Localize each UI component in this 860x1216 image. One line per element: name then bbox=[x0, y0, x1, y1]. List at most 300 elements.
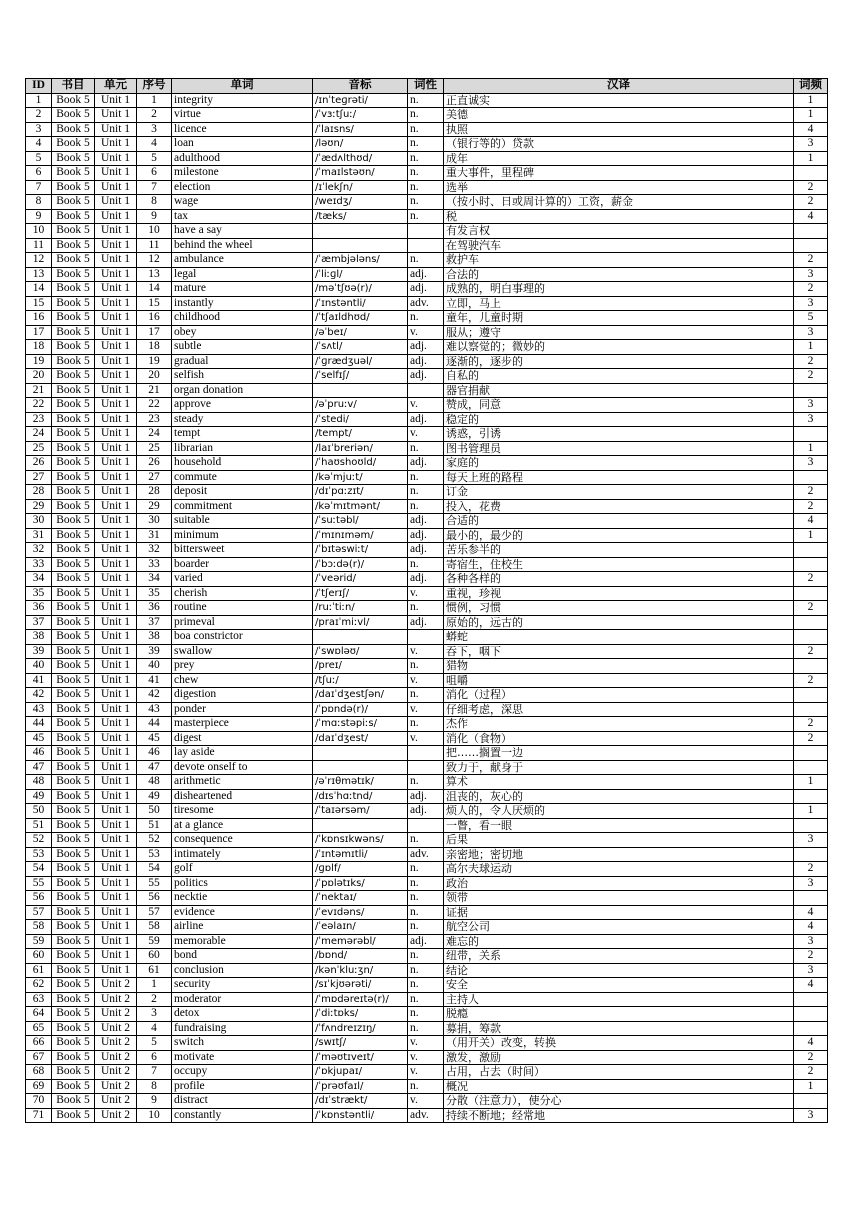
cell-part-of-speech: adv. bbox=[408, 1108, 444, 1123]
cell-translation: 安全 bbox=[444, 978, 794, 993]
cell-word: integrity bbox=[172, 93, 313, 108]
cell-phonetic: /kəˈmɪtmənt/ bbox=[313, 499, 408, 514]
cell-number: 3 bbox=[137, 122, 172, 137]
cell-phonetic: /ˈstedi/ bbox=[313, 412, 408, 427]
cell-id: 27 bbox=[26, 470, 52, 485]
cell-unit: Unit 1 bbox=[95, 238, 137, 253]
cell-part-of-speech: v. bbox=[408, 325, 444, 340]
table-row bbox=[26, 833, 828, 848]
cell-translation: 立即，马上 bbox=[444, 296, 794, 311]
table-row bbox=[26, 195, 828, 210]
cell-frequency bbox=[794, 789, 828, 804]
table-row bbox=[26, 209, 828, 224]
cell-number: 13 bbox=[137, 267, 172, 282]
cell-translation: 美德 bbox=[444, 108, 794, 123]
cell-frequency bbox=[794, 659, 828, 674]
cell-id: 14 bbox=[26, 282, 52, 297]
cell-book: Book 5 bbox=[52, 862, 95, 877]
cell-phonetic: /kəˈmjuːt/ bbox=[313, 470, 408, 485]
cell-book: Book 5 bbox=[52, 557, 95, 572]
cell-translation: 消化（食物） bbox=[444, 731, 794, 746]
cell-part-of-speech: adv. bbox=[408, 847, 444, 862]
cell-id: 7 bbox=[26, 180, 52, 195]
cell-book: Book 5 bbox=[52, 151, 95, 166]
cell-phonetic: /daɪˈdʒestʃən/ bbox=[313, 688, 408, 703]
cell-part-of-speech: n. bbox=[408, 659, 444, 674]
cell-unit: Unit 1 bbox=[95, 441, 137, 456]
cell-unit: Unit 1 bbox=[95, 934, 137, 949]
cell-unit: Unit 1 bbox=[95, 717, 137, 732]
header-part-of-speech: 词性 bbox=[408, 79, 444, 94]
cell-phonetic: /ˈɡrædʒuəl/ bbox=[313, 354, 408, 369]
table-row bbox=[26, 992, 828, 1007]
cell-number: 14 bbox=[137, 282, 172, 297]
cell-number: 37 bbox=[137, 615, 172, 630]
cell-book: Book 5 bbox=[52, 659, 95, 674]
cell-frequency: 4 bbox=[794, 905, 828, 920]
cell-word: ponder bbox=[172, 702, 313, 717]
table-row bbox=[26, 282, 828, 297]
cell-id: 2 bbox=[26, 108, 52, 123]
cell-book: Book 5 bbox=[52, 630, 95, 645]
cell-frequency: 2 bbox=[794, 862, 828, 877]
cell-book: Book 5 bbox=[52, 137, 95, 152]
table-row bbox=[26, 485, 828, 500]
cell-word: security bbox=[172, 978, 313, 993]
cell-part-of-speech: adj. bbox=[408, 282, 444, 297]
cell-book: Book 5 bbox=[52, 224, 95, 239]
cell-frequency: 1 bbox=[794, 775, 828, 790]
cell-word: cherish bbox=[172, 586, 313, 601]
cell-id: 37 bbox=[26, 615, 52, 630]
table-row bbox=[26, 108, 828, 123]
cell-translation: 家庭的 bbox=[444, 456, 794, 471]
cell-id: 70 bbox=[26, 1094, 52, 1109]
cell-number: 41 bbox=[137, 673, 172, 688]
table-row bbox=[26, 818, 828, 833]
cell-translation: 猎物 bbox=[444, 659, 794, 674]
cell-translation: 最小的，最少的 bbox=[444, 528, 794, 543]
cell-id: 34 bbox=[26, 572, 52, 587]
cell-number: 9 bbox=[137, 209, 172, 224]
cell-phonetic: /ˈliːɡl/ bbox=[313, 267, 408, 282]
cell-part-of-speech bbox=[408, 818, 444, 833]
cell-id: 43 bbox=[26, 702, 52, 717]
table-row bbox=[26, 427, 828, 442]
cell-translation: 后果 bbox=[444, 833, 794, 848]
cell-word: arithmetic bbox=[172, 775, 313, 790]
cell-id: 8 bbox=[26, 195, 52, 210]
cell-number: 16 bbox=[137, 311, 172, 326]
cell-translation: 订金 bbox=[444, 485, 794, 500]
cell-book: Book 5 bbox=[52, 934, 95, 949]
cell-word: digest bbox=[172, 731, 313, 746]
cell-word: lay aside bbox=[172, 746, 313, 761]
cell-id: 39 bbox=[26, 644, 52, 659]
cell-translation: 高尔夫球运动 bbox=[444, 862, 794, 877]
cell-id: 55 bbox=[26, 876, 52, 891]
cell-frequency: 1 bbox=[794, 804, 828, 819]
table-row bbox=[26, 253, 828, 268]
cell-number: 53 bbox=[137, 847, 172, 862]
cell-word: profile bbox=[172, 1079, 313, 1094]
table-row bbox=[26, 93, 828, 108]
cell-phonetic: /tʃuː/ bbox=[313, 673, 408, 688]
cell-part-of-speech: adj. bbox=[408, 412, 444, 427]
cell-book: Book 5 bbox=[52, 369, 95, 384]
cell-part-of-speech: adj. bbox=[408, 615, 444, 630]
table-row bbox=[26, 963, 828, 978]
cell-unit: Unit 1 bbox=[95, 949, 137, 964]
table-row bbox=[26, 238, 828, 253]
cell-unit: Unit 1 bbox=[95, 543, 137, 558]
table-row bbox=[26, 659, 828, 674]
cell-number: 29 bbox=[137, 499, 172, 514]
cell-word: boa constrictor bbox=[172, 630, 313, 645]
cell-unit: Unit 2 bbox=[95, 1036, 137, 1051]
table-row bbox=[26, 340, 828, 355]
cell-unit: Unit 1 bbox=[95, 253, 137, 268]
cell-phonetic: /ˈɒkjupaɪ/ bbox=[313, 1065, 408, 1080]
cell-word: at a glance bbox=[172, 818, 313, 833]
cell-translation: 结论 bbox=[444, 963, 794, 978]
cell-part-of-speech: n. bbox=[408, 717, 444, 732]
cell-word: constantly bbox=[172, 1108, 313, 1123]
cell-phonetic: /ˈveərid/ bbox=[313, 572, 408, 587]
cell-word: distract bbox=[172, 1094, 313, 1109]
cell-part-of-speech bbox=[408, 238, 444, 253]
cell-translation: 脱瘾 bbox=[444, 1007, 794, 1022]
cell-number: 5 bbox=[137, 1036, 172, 1051]
table-row bbox=[26, 441, 828, 456]
cell-word: moderator bbox=[172, 992, 313, 1007]
cell-frequency: 2 bbox=[794, 717, 828, 732]
cell-number: 27 bbox=[137, 470, 172, 485]
cell-frequency: 1 bbox=[794, 108, 828, 123]
table-row bbox=[26, 1079, 828, 1094]
cell-book: Book 5 bbox=[52, 1036, 95, 1051]
cell-word: licence bbox=[172, 122, 313, 137]
table-row bbox=[26, 456, 828, 471]
table-row bbox=[26, 789, 828, 804]
cell-frequency bbox=[794, 427, 828, 442]
cell-unit: Unit 2 bbox=[95, 1021, 137, 1036]
cell-unit: Unit 1 bbox=[95, 427, 137, 442]
cell-word: prey bbox=[172, 659, 313, 674]
cell-frequency: 4 bbox=[794, 209, 828, 224]
cell-word: switch bbox=[172, 1036, 313, 1051]
cell-word: varied bbox=[172, 572, 313, 587]
cell-phonetic bbox=[313, 383, 408, 398]
cell-book: Book 5 bbox=[52, 441, 95, 456]
cell-part-of-speech: n. bbox=[408, 688, 444, 703]
cell-translation: （银行等的）贷款 bbox=[444, 137, 794, 152]
cell-unit: Unit 1 bbox=[95, 601, 137, 616]
cell-phonetic: /ˈtʃaɪldhʊd/ bbox=[313, 311, 408, 326]
cell-unit: Unit 1 bbox=[95, 180, 137, 195]
table-row bbox=[26, 688, 828, 703]
cell-frequency: 1 bbox=[794, 93, 828, 108]
cell-frequency: 2 bbox=[794, 731, 828, 746]
cell-part-of-speech: n. bbox=[408, 151, 444, 166]
cell-unit: Unit 1 bbox=[95, 688, 137, 703]
cell-translation: 难以察觉的；微妙的 bbox=[444, 340, 794, 355]
cell-id: 44 bbox=[26, 717, 52, 732]
cell-part-of-speech: n. bbox=[408, 920, 444, 935]
cell-unit: Unit 1 bbox=[95, 311, 137, 326]
cell-book: Book 5 bbox=[52, 688, 95, 703]
cell-number: 31 bbox=[137, 528, 172, 543]
cell-book: Book 5 bbox=[52, 644, 95, 659]
cell-phonetic: /sɪˈkjʊərəti/ bbox=[313, 978, 408, 993]
cell-frequency bbox=[794, 1094, 828, 1109]
table-row bbox=[26, 412, 828, 427]
cell-number: 3 bbox=[137, 1007, 172, 1022]
cell-id: 58 bbox=[26, 920, 52, 935]
cell-number: 8 bbox=[137, 195, 172, 210]
cell-translation: 诱惑，引诱 bbox=[444, 427, 794, 442]
cell-book: Book 5 bbox=[52, 383, 95, 398]
cell-frequency: 3 bbox=[794, 1108, 828, 1123]
cell-book: Book 5 bbox=[52, 470, 95, 485]
cell-translation: 赞成，同意 bbox=[444, 398, 794, 413]
cell-word: swallow bbox=[172, 644, 313, 659]
cell-translation: 器官捐献 bbox=[444, 383, 794, 398]
cell-unit: Unit 1 bbox=[95, 644, 137, 659]
cell-translation: 分散（注意力），使分心 bbox=[444, 1094, 794, 1109]
cell-part-of-speech: v. bbox=[408, 427, 444, 442]
cell-word: gradual bbox=[172, 354, 313, 369]
cell-part-of-speech: adj. bbox=[408, 543, 444, 558]
cell-book: Book 5 bbox=[52, 1021, 95, 1036]
cell-translation: 杰作 bbox=[444, 717, 794, 732]
cell-id: 30 bbox=[26, 514, 52, 529]
cell-part-of-speech: adj. bbox=[408, 514, 444, 529]
cell-frequency bbox=[794, 586, 828, 601]
cell-id: 49 bbox=[26, 789, 52, 804]
cell-phonetic: /ˈnektaɪ/ bbox=[313, 891, 408, 906]
cell-frequency: 2 bbox=[794, 369, 828, 384]
cell-frequency: 3 bbox=[794, 934, 828, 949]
cell-number: 55 bbox=[137, 876, 172, 891]
cell-id: 36 bbox=[26, 601, 52, 616]
cell-number: 35 bbox=[137, 586, 172, 601]
cell-part-of-speech: n. bbox=[408, 253, 444, 268]
cell-id: 67 bbox=[26, 1050, 52, 1065]
table-row bbox=[26, 311, 828, 326]
header-frequency: 词频 bbox=[794, 79, 828, 94]
cell-unit: Unit 2 bbox=[95, 1065, 137, 1080]
cell-phonetic: /əˈrɪθmətɪk/ bbox=[313, 775, 408, 790]
cell-id: 40 bbox=[26, 659, 52, 674]
cell-book: Book 5 bbox=[52, 673, 95, 688]
cell-frequency: 2 bbox=[794, 601, 828, 616]
cell-part-of-speech: v. bbox=[408, 1065, 444, 1080]
cell-unit: Unit 1 bbox=[95, 456, 137, 471]
header-row bbox=[26, 79, 828, 94]
cell-phonetic bbox=[313, 238, 408, 253]
cell-id: 13 bbox=[26, 267, 52, 282]
cell-frequency bbox=[794, 166, 828, 181]
cell-translation: 把……搁置一边 bbox=[444, 746, 794, 761]
cell-frequency: 3 bbox=[794, 412, 828, 427]
header-word: 单词 bbox=[172, 79, 313, 94]
cell-frequency: 4 bbox=[794, 122, 828, 137]
cell-phonetic: /ˈevɪdəns/ bbox=[313, 905, 408, 920]
cell-word: election bbox=[172, 180, 313, 195]
table-row bbox=[26, 543, 828, 558]
cell-unit: Unit 1 bbox=[95, 615, 137, 630]
cell-id: 46 bbox=[26, 746, 52, 761]
cell-frequency bbox=[794, 543, 828, 558]
cell-book: Book 5 bbox=[52, 789, 95, 804]
cell-book: Book 5 bbox=[52, 1007, 95, 1022]
cell-translation: 消化（过程） bbox=[444, 688, 794, 703]
cell-frequency: 2 bbox=[794, 644, 828, 659]
cell-word: routine bbox=[172, 601, 313, 616]
cell-frequency bbox=[794, 630, 828, 645]
cell-unit: Unit 1 bbox=[95, 137, 137, 152]
cell-word: minimum bbox=[172, 528, 313, 543]
cell-word: politics bbox=[172, 876, 313, 891]
cell-book: Book 5 bbox=[52, 412, 95, 427]
cell-translation: 救护车 bbox=[444, 253, 794, 268]
cell-number: 49 bbox=[137, 789, 172, 804]
cell-unit: Unit 1 bbox=[95, 528, 137, 543]
cell-phonetic: /ˈməʊtɪveɪt/ bbox=[313, 1050, 408, 1065]
cell-book: Book 5 bbox=[52, 818, 95, 833]
cell-frequency: 2 bbox=[794, 499, 828, 514]
cell-phonetic: /swɪtʃ/ bbox=[313, 1036, 408, 1051]
cell-frequency bbox=[794, 688, 828, 703]
cell-number: 28 bbox=[137, 485, 172, 500]
cell-id: 65 bbox=[26, 1021, 52, 1036]
cell-word: mature bbox=[172, 282, 313, 297]
cell-book: Book 5 bbox=[52, 992, 95, 1007]
cell-number: 56 bbox=[137, 891, 172, 906]
cell-phonetic: /ˈsʌtl/ bbox=[313, 340, 408, 355]
cell-translation: 合适的 bbox=[444, 514, 794, 529]
cell-unit: Unit 1 bbox=[95, 920, 137, 935]
cell-unit: Unit 1 bbox=[95, 412, 137, 427]
cell-number: 7 bbox=[137, 180, 172, 195]
cell-word: subtle bbox=[172, 340, 313, 355]
cell-unit: Unit 1 bbox=[95, 209, 137, 224]
cell-frequency: 1 bbox=[794, 340, 828, 355]
cell-book: Book 5 bbox=[52, 833, 95, 848]
cell-part-of-speech bbox=[408, 383, 444, 398]
cell-word: detox bbox=[172, 1007, 313, 1022]
cell-translation: 有发言权 bbox=[444, 224, 794, 239]
cell-frequency: 3 bbox=[794, 963, 828, 978]
cell-id: 16 bbox=[26, 311, 52, 326]
cell-frequency: 1 bbox=[794, 1079, 828, 1094]
cell-translation: 仔细考虑，深思 bbox=[444, 702, 794, 717]
table-row bbox=[26, 630, 828, 645]
cell-part-of-speech: v. bbox=[408, 644, 444, 659]
cell-frequency: 2 bbox=[794, 485, 828, 500]
cell-number: 22 bbox=[137, 398, 172, 413]
cell-translation: 募捐，筹款 bbox=[444, 1021, 794, 1036]
cell-part-of-speech: v. bbox=[408, 1036, 444, 1051]
cell-word: legal bbox=[172, 267, 313, 282]
cell-part-of-speech: n. bbox=[408, 862, 444, 877]
cell-number: 10 bbox=[137, 224, 172, 239]
cell-word: devote onself to bbox=[172, 760, 313, 775]
cell-phonetic: /ˈhaʊshoʊld/ bbox=[313, 456, 408, 471]
cell-word: milestone bbox=[172, 166, 313, 181]
cell-word: chew bbox=[172, 673, 313, 688]
cell-phonetic: /ˈtʃerɪʃ/ bbox=[313, 586, 408, 601]
cell-unit: Unit 1 bbox=[95, 731, 137, 746]
cell-phonetic: /əˈpruːv/ bbox=[313, 398, 408, 413]
cell-phonetic: /ˈmɪnɪməm/ bbox=[313, 528, 408, 543]
cell-book: Book 5 bbox=[52, 905, 95, 920]
cell-part-of-speech: n. bbox=[408, 557, 444, 572]
table-row bbox=[26, 137, 828, 152]
cell-translation: （按小时、日或周计算的）工资，薪金 bbox=[444, 195, 794, 210]
cell-number: 60 bbox=[137, 949, 172, 964]
cell-translation: 寄宿生，住校生 bbox=[444, 557, 794, 572]
cell-translation: 证据 bbox=[444, 905, 794, 920]
cell-translation: 重视，珍视 bbox=[444, 586, 794, 601]
cell-unit: Unit 2 bbox=[95, 978, 137, 993]
cell-word: tiresome bbox=[172, 804, 313, 819]
cell-phonetic: /ˈɪntəmɪtli/ bbox=[313, 847, 408, 862]
cell-phonetic: /məˈtʃʊə(r)/ bbox=[313, 282, 408, 297]
cell-id: 4 bbox=[26, 137, 52, 152]
cell-word: instantly bbox=[172, 296, 313, 311]
cell-part-of-speech: adj. bbox=[408, 456, 444, 471]
cell-word: golf bbox=[172, 862, 313, 877]
table-row bbox=[26, 1036, 828, 1051]
cell-number: 36 bbox=[137, 601, 172, 616]
cell-part-of-speech: n. bbox=[408, 891, 444, 906]
cell-translation: 咀嚼 bbox=[444, 673, 794, 688]
cell-book: Book 5 bbox=[52, 978, 95, 993]
cell-frequency: 5 bbox=[794, 311, 828, 326]
cell-frequency: 2 bbox=[794, 1065, 828, 1080]
vocabulary-table bbox=[25, 78, 828, 1123]
cell-frequency: 1 bbox=[794, 151, 828, 166]
cell-part-of-speech: n. bbox=[408, 1007, 444, 1022]
table-row bbox=[26, 1108, 828, 1123]
cell-id: 53 bbox=[26, 847, 52, 862]
table-row bbox=[26, 572, 828, 587]
cell-phonetic: /tempt/ bbox=[313, 427, 408, 442]
cell-number: 6 bbox=[137, 166, 172, 181]
cell-phonetic bbox=[313, 746, 408, 761]
cell-unit: Unit 1 bbox=[95, 224, 137, 239]
table-row bbox=[26, 934, 828, 949]
cell-book: Book 5 bbox=[52, 354, 95, 369]
cell-part-of-speech: n. bbox=[408, 949, 444, 964]
cell-phonetic: /ɪnˈteɡrəti/ bbox=[313, 93, 408, 108]
cell-phonetic: /ˈvɜːtʃuː/ bbox=[313, 108, 408, 123]
cell-translation: 航空公司 bbox=[444, 920, 794, 935]
table-row bbox=[26, 180, 828, 195]
cell-phonetic: /ˈkɒnstəntli/ bbox=[313, 1108, 408, 1123]
cell-unit: Unit 1 bbox=[95, 166, 137, 181]
cell-phonetic: /ɪˈlekʃn/ bbox=[313, 180, 408, 195]
cell-number: 33 bbox=[137, 557, 172, 572]
cell-phonetic bbox=[313, 760, 408, 775]
cell-number: 7 bbox=[137, 1065, 172, 1080]
cell-unit: Unit 1 bbox=[95, 340, 137, 355]
table-row bbox=[26, 224, 828, 239]
cell-phonetic bbox=[313, 818, 408, 833]
table-row bbox=[26, 1050, 828, 1065]
